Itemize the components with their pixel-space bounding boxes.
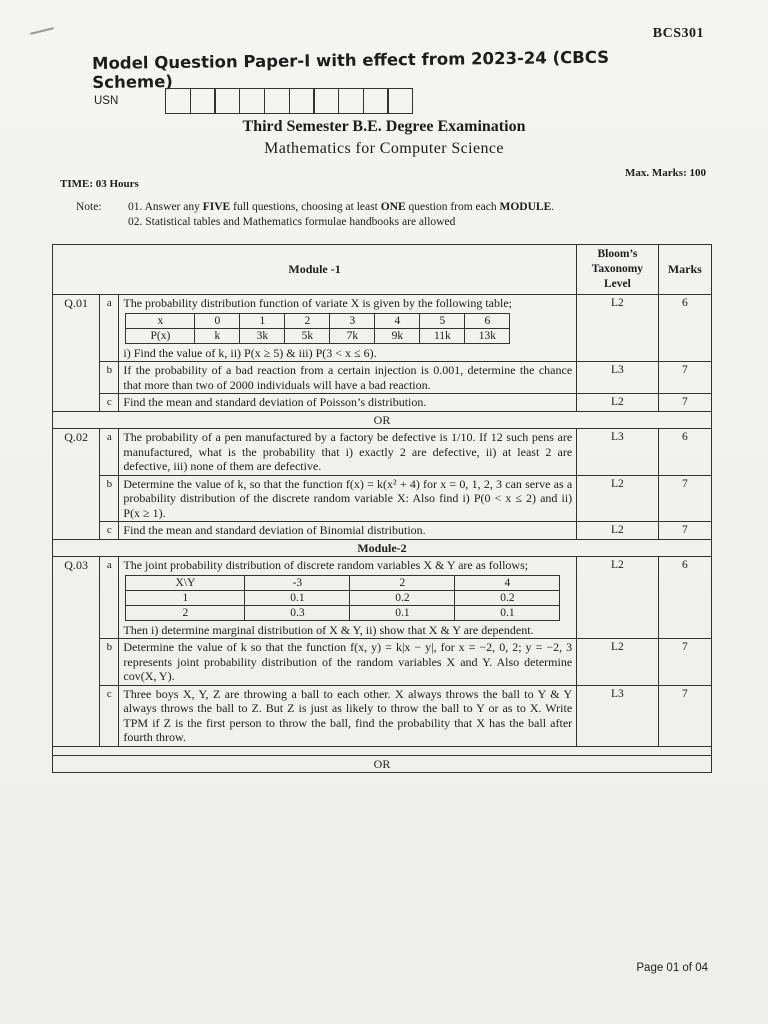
- table-header-row: [53, 245, 712, 295]
- table-cell: 5k: [285, 328, 330, 343]
- table-cell: 7k: [330, 328, 375, 343]
- table-row: [126, 575, 560, 590]
- sub-question-label: c: [100, 522, 119, 540]
- note-text: 01. Answer any: [128, 201, 203, 213]
- bloom-header-line: Level: [603, 278, 631, 290]
- table-cell: 1: [240, 313, 285, 328]
- bloom-level: L2: [577, 394, 658, 412]
- table-cell: 0.3: [245, 605, 350, 620]
- table-cell: 13k: [465, 328, 510, 343]
- table-cell: 3: [330, 313, 375, 328]
- joint-distribution-table: [125, 575, 560, 621]
- bloom-level: L2: [577, 639, 658, 686]
- note-emphasis: FIVE: [202, 201, 231, 213]
- table-cell: 4: [455, 575, 560, 590]
- note-lines: [128, 200, 728, 230]
- marks-value: 7: [658, 362, 711, 394]
- table-cell: 1: [126, 590, 245, 605]
- note-line-1: [128, 200, 728, 215]
- note-label: Note:: [76, 201, 102, 213]
- table-row: [53, 295, 712, 362]
- sub-question-label: a: [100, 429, 119, 476]
- question-text-followup: Then i) determine marginal distribution of X & Y, ii) show that X & Y are dependent.: [123, 622, 534, 637]
- table-cell: P(x): [126, 328, 195, 343]
- table-cell: 0: [195, 313, 240, 328]
- table-row: [53, 394, 712, 412]
- table-row: [53, 475, 712, 522]
- bloom-level: L2: [577, 557, 658, 639]
- pencil-mark: [30, 27, 54, 35]
- table-row: [126, 605, 560, 620]
- usn-digit-box[interactable]: [363, 88, 389, 114]
- distribution-table: [125, 313, 510, 344]
- table-cell: 6: [465, 313, 510, 328]
- module-2-heading: Module-2: [53, 539, 712, 557]
- bloom-level: L3: [577, 362, 658, 394]
- bloom-level: L3: [577, 429, 658, 476]
- usn-digit-box[interactable]: [214, 88, 240, 114]
- note-text: full questions, choosing at least: [230, 201, 381, 213]
- spacer-cell: [53, 746, 712, 755]
- marks-value: 7: [658, 685, 711, 746]
- question-text: [119, 295, 577, 362]
- marks-value: 7: [658, 475, 711, 522]
- question-text: Three boys X, Y, Z are throwing a ball to each other. X always throws the ball to Y & Y always throws the ball to Z. But Z is just as likely to throw the ball to Y or as to X. Write TPM if Z is the first person to throw the ball, find the probability that X has the ball after fourth throw.: [119, 685, 577, 746]
- table-cell: 2: [285, 313, 330, 328]
- question-table: [52, 244, 712, 773]
- table-cell: 5: [420, 313, 465, 328]
- marks-value: 6: [658, 557, 711, 639]
- table-row: [53, 639, 712, 686]
- marks-header: Marks: [658, 245, 711, 295]
- question-text-body: The joint probability distribution of discrete random variables X & Y are as follows;: [123, 558, 529, 572]
- note-text: .: [551, 201, 555, 213]
- question-text: Find the mean and standard deviation of Poisson’s distribution.: [119, 394, 577, 412]
- table-cell: 0.2: [350, 590, 455, 605]
- spacer-row: [53, 746, 712, 755]
- table-row: [126, 313, 510, 328]
- sub-question-label: c: [100, 685, 119, 746]
- bloom-level: L2: [577, 295, 658, 362]
- usn-digit-box[interactable]: [190, 88, 216, 114]
- table-cell: X\Y: [126, 575, 245, 590]
- usn-digit-box[interactable]: [313, 88, 339, 114]
- sub-question-label: c: [100, 394, 119, 412]
- note-emphasis: ONE: [380, 201, 406, 213]
- marks-value: 7: [658, 639, 711, 686]
- table-cell: 0.2: [455, 590, 560, 605]
- table-cell: 0.1: [455, 605, 560, 620]
- table-cell: 0.1: [245, 590, 350, 605]
- usn-digit-box[interactable]: [338, 88, 364, 114]
- usn-row: [94, 88, 413, 114]
- table-row: [53, 685, 712, 746]
- or-row: [53, 755, 712, 773]
- usn-digit-box[interactable]: [289, 88, 315, 114]
- question-text: If the probability of a bad reaction from a certain injection is 0.001, determine the chance that more than two of 2000 individuals will have a bad reaction.: [119, 362, 577, 394]
- note-line-2: 02. Statistical tables and Mathematics formulae handbooks are allowed: [128, 216, 456, 228]
- table-row: [126, 328, 510, 343]
- note-text: question from each: [405, 201, 500, 213]
- table-cell: k: [195, 328, 240, 343]
- subject-title: Mathematics for Computer Science: [264, 140, 504, 157]
- usn-boxes: [166, 88, 413, 114]
- question-number: Q.01: [53, 295, 100, 412]
- table-cell: 0.1: [350, 605, 455, 620]
- max-marks: Max. Marks: 100: [625, 167, 706, 179]
- marks-value: 6: [658, 429, 711, 476]
- table-row: [126, 590, 560, 605]
- question-text: [119, 557, 577, 639]
- marks-value: 7: [658, 394, 711, 412]
- usn-digit-box[interactable]: [387, 88, 413, 114]
- question-number: Q.03: [53, 557, 100, 747]
- bloom-level: L2: [577, 475, 658, 522]
- bloom-header-line: Bloom’s: [597, 248, 638, 260]
- question-text-followup: i) Find the value of k, ii) P(x ≥ 5) & iii) P(3 < x ≤ 6).: [123, 345, 377, 360]
- table-cell: 3k: [240, 328, 285, 343]
- question-number: Q.02: [53, 429, 100, 540]
- sub-question-label: a: [100, 557, 119, 639]
- usn-digit-box[interactable]: [239, 88, 265, 114]
- page-number: Page 01 of 04: [636, 962, 708, 974]
- marks-value: 7: [658, 522, 711, 540]
- usn-digit-box[interactable]: [165, 88, 191, 114]
- bloom-level: L3: [577, 685, 658, 746]
- usn-label: USN: [94, 95, 119, 107]
- table-cell: 9k: [375, 328, 420, 343]
- sub-question-label: b: [100, 475, 119, 522]
- sub-question-label: b: [100, 362, 119, 394]
- table-cell: 2: [126, 605, 245, 620]
- time-duration: TIME: 03 Hours: [60, 178, 139, 190]
- question-text: Determine the value of k, so that the function f(x) = k(x² + 4) for x = 0, 1, 2, 3 can serve as a probability distribution of the discrete random variable X: Also find i) P(0 < x ≤ 2) and ii) P(x ≥ 1).: [119, 475, 577, 522]
- table-cell: 2: [350, 575, 455, 590]
- module-1-heading: Module -1: [53, 245, 577, 295]
- question-text: Find the mean and standard deviation of Binomial distribution.: [119, 522, 577, 540]
- bloom-header: [577, 245, 658, 295]
- or-separator: OR: [53, 755, 712, 773]
- table-row: [53, 429, 712, 476]
- table-cell: 11k: [420, 328, 465, 343]
- sub-question-label: b: [100, 639, 119, 686]
- question-text: Determine the value of k so that the function f(x, y) = k|x − y|, for x = −2, 0, 2; y = −2, 3 represents joint probability distribution of the random variables X and Y. Also determine cov(X, Y).: [119, 639, 577, 686]
- note-emphasis: MODULE: [499, 201, 552, 213]
- usn-digit-box[interactable]: [264, 88, 290, 114]
- table-row: [53, 362, 712, 394]
- sub-question-label: a: [100, 295, 119, 362]
- question-text: The probability of a pen manufactured by a factory be defective is 1/10. If 12 such pens are manufactured, what is the probability that i) exactly 2 are defective, ii) at least 2 are defective, iii) none of them are defective.: [119, 429, 577, 476]
- marks-value: 6: [658, 295, 711, 362]
- course-code: BCS301: [652, 26, 704, 41]
- paper-title: Model Question Paper-I with effect from 2023-24 (CBCS Scheme): [92, 47, 610, 92]
- module-row: [53, 539, 712, 557]
- exam-title: Third Semester B.E. Degree Examination: [242, 118, 526, 135]
- table-cell: x: [126, 313, 195, 328]
- or-separator: OR: [53, 411, 712, 429]
- table-cell: -3: [245, 575, 350, 590]
- table-cell: 4: [375, 313, 420, 328]
- or-row: [53, 411, 712, 429]
- table-row: [53, 557, 712, 639]
- table-row: [53, 522, 712, 540]
- bloom-header-line: Taxonomy: [591, 263, 644, 275]
- bloom-level: L2: [577, 522, 658, 540]
- question-text-body: The probability distribution function of variate X is given by the following table;: [123, 296, 512, 310]
